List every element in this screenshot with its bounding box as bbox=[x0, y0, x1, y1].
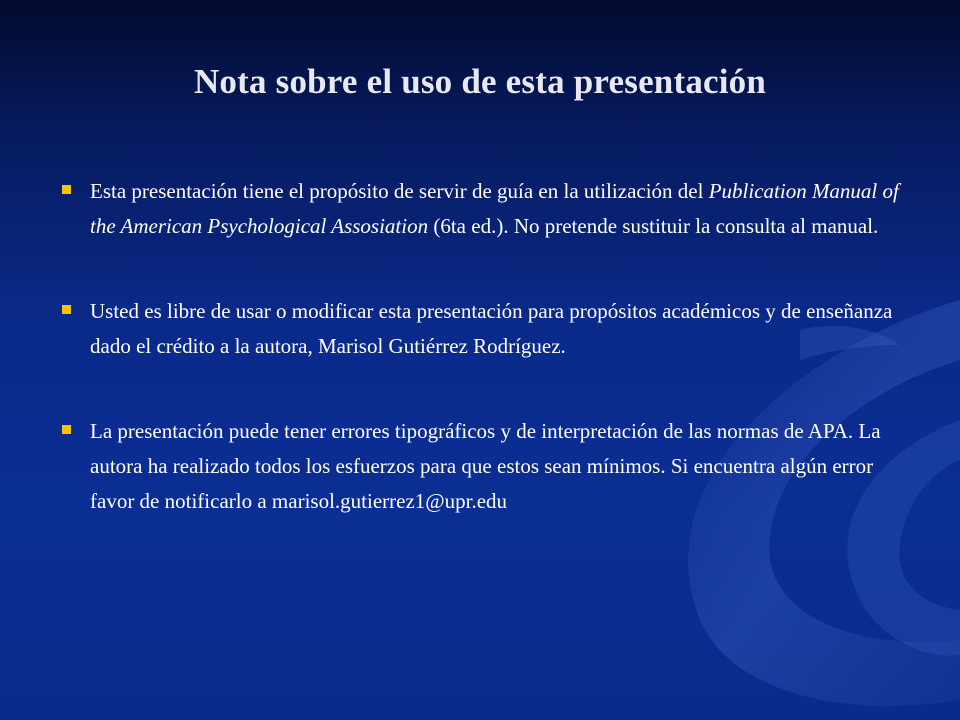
bullet-text-part: (6ta ed.). No pretende sustituir la consulta al manual. bbox=[428, 214, 879, 238]
bullet-item-errors bbox=[62, 414, 902, 519]
bullet-text: La presentación puede tener errores tipográficos y de interpretación de las normas de APA. La autora ha realizado todos los esfuerzos para que estos sean mínimos. Si encuentra algún error favor de notificarlo a marisol.gutierrez1@upr.edu bbox=[90, 419, 881, 513]
bullet-item-license bbox=[62, 294, 902, 364]
square-bullet-icon bbox=[62, 425, 71, 434]
slide-title: Nota sobre el uso de esta presentación bbox=[193, 62, 767, 101]
square-bullet-icon bbox=[62, 305, 71, 314]
bullet-text: Usted es libre de usar o modificar esta presentación para propósitos académicos y de enseñanza dado el crédito a la autora, Marisol Gutiérrez Rodríguez. bbox=[90, 299, 893, 358]
bullet-item-purpose bbox=[62, 174, 902, 244]
square-bullet-icon bbox=[62, 185, 71, 194]
bullet-list bbox=[62, 174, 902, 519]
manual-title-italic: Publication Manual of the American Psychological Assosiation bbox=[90, 179, 899, 238]
bullet-text-part: Esta presentación tiene el propósito de servir de guía en la utilización del bbox=[90, 179, 709, 203]
